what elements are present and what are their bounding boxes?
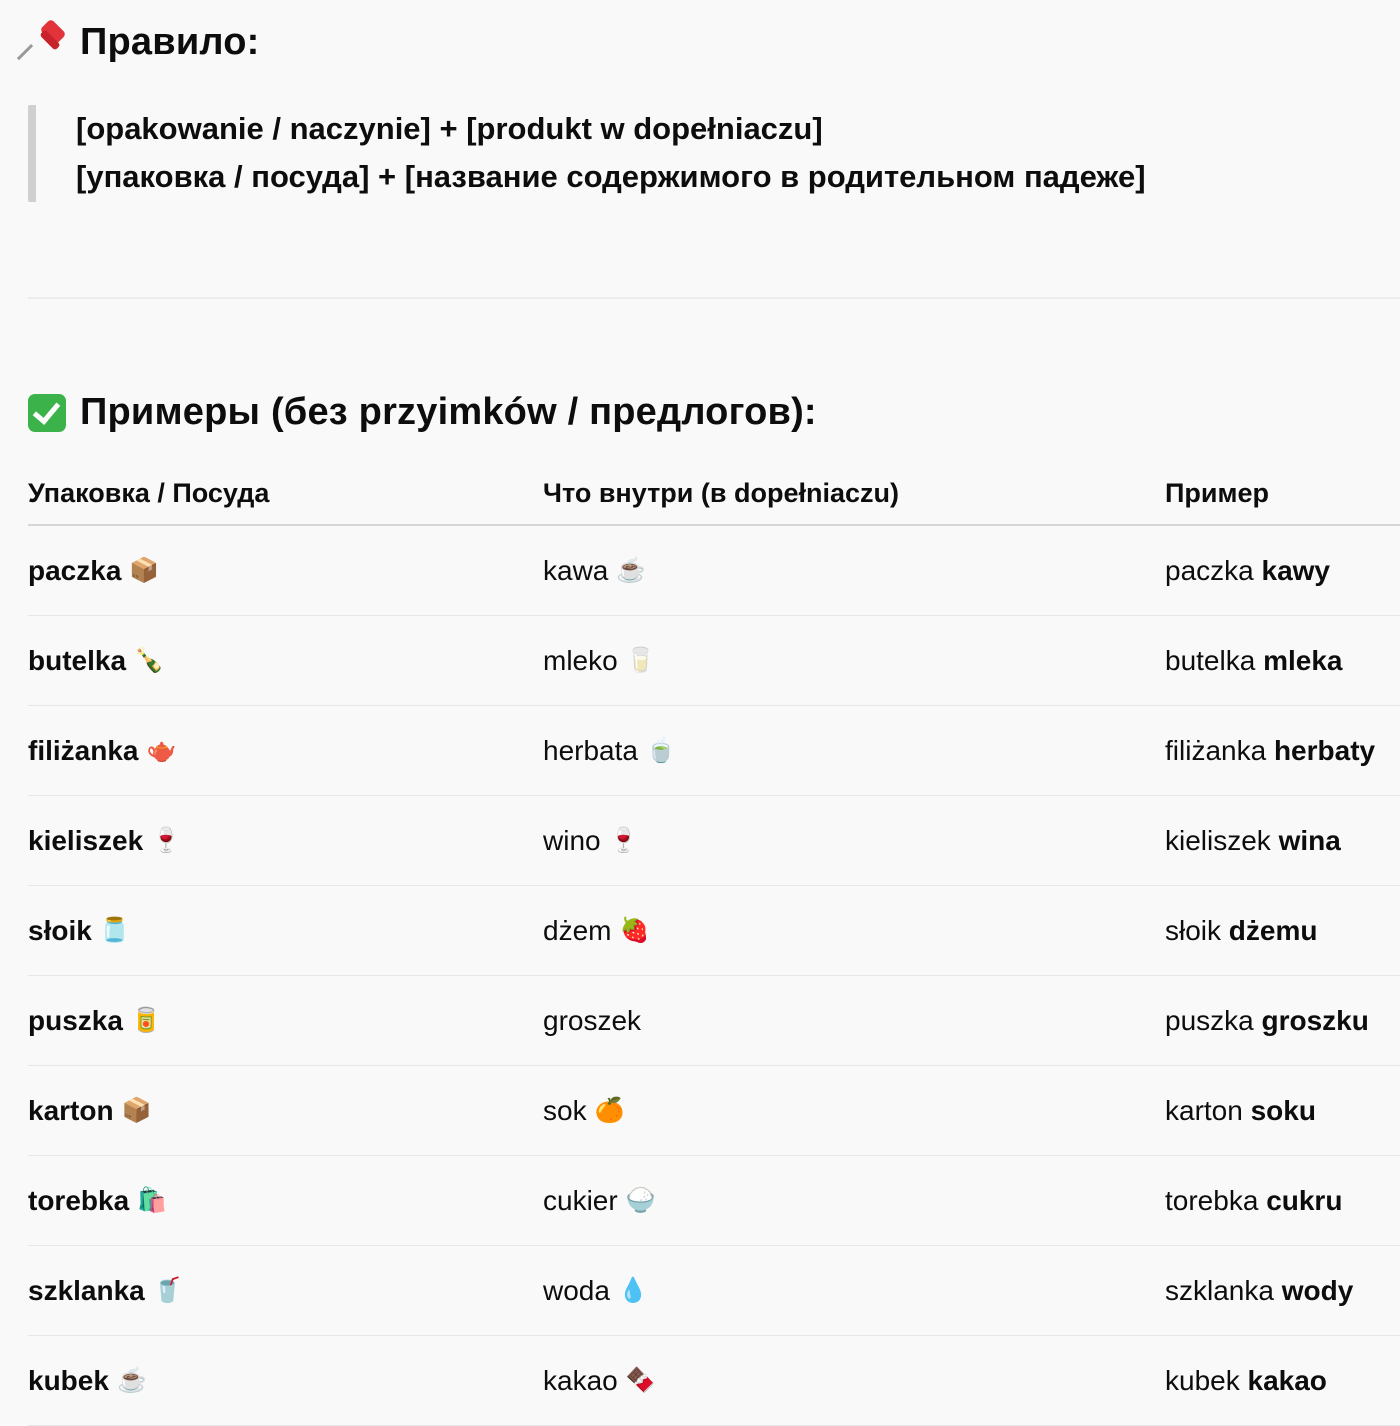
contents-name: kakao <box>543 1364 618 1396</box>
package-cell <box>28 706 543 796</box>
package-cell <box>28 525 543 616</box>
example-genitive: soku <box>1250 1094 1316 1126</box>
table-row <box>28 796 1400 886</box>
contents-name: groszek <box>543 1004 642 1036</box>
package-cell <box>28 616 543 706</box>
example-package: kieliszek <box>1165 824 1271 856</box>
package-name: kieliszek <box>28 824 144 856</box>
rule-blockquote <box>28 105 1146 202</box>
example-package: kubek <box>1165 1364 1240 1396</box>
column-header-package: Упаковка / Посуда <box>28 462 543 525</box>
package-emoji-icon: 🫖 <box>146 736 177 764</box>
table-row <box>28 1336 1400 1426</box>
example-genitive: mleka <box>1263 644 1343 676</box>
example-package: paczka <box>1165 554 1254 586</box>
example-genitive: cukru <box>1266 1184 1343 1216</box>
contents-name: wino <box>543 824 601 856</box>
example-cell <box>1165 525 1400 616</box>
example-genitive: dżemu <box>1228 914 1318 946</box>
example-package: torebka <box>1165 1184 1259 1216</box>
rule-heading <box>28 19 259 65</box>
contents-name: sok <box>543 1094 587 1126</box>
package-emoji-icon: 🍾 <box>134 646 164 674</box>
example-cell <box>1165 706 1400 796</box>
rule-line-russian: [упаковка / посуда] + [название содержимого в родительном падеже] <box>76 159 1146 194</box>
contents-cell <box>543 796 1165 886</box>
example-package: puszka <box>1165 1004 1254 1036</box>
example-genitive: kakao <box>1247 1364 1327 1396</box>
example-cell <box>1165 1156 1400 1246</box>
package-name: słoik <box>28 914 92 946</box>
example-genitive: kawy <box>1261 554 1330 586</box>
column-header-contents: Что внутри (в dopełniaczu) <box>543 462 1165 525</box>
package-emoji-icon: 📦 <box>129 556 160 584</box>
example-cell <box>1165 616 1400 706</box>
table-row <box>28 706 1400 796</box>
contents-cell <box>543 1246 1165 1336</box>
package-cell <box>28 1246 543 1336</box>
column-header-example: Пример <box>1165 462 1400 525</box>
examples-table <box>28 462 1400 1426</box>
example-cell <box>1165 1336 1400 1426</box>
pushpin-icon <box>28 22 68 62</box>
contents-name: kawa <box>543 554 609 586</box>
table-header-row <box>28 462 1400 525</box>
example-cell <box>1165 1066 1400 1156</box>
package-emoji-icon: 🥤 <box>152 1276 183 1304</box>
example-genitive: wody <box>1281 1274 1354 1306</box>
table-row <box>28 1246 1400 1336</box>
rule-line-polish: [opakowanie / naczynie] + [produkt w dopełniaczu] <box>76 111 823 146</box>
package-name: butelka <box>28 644 127 676</box>
example-package: słoik <box>1165 914 1222 946</box>
package-name: puszka <box>28 1004 123 1036</box>
contents-emoji-icon: ☕ <box>616 556 647 584</box>
contents-cell <box>543 1066 1165 1156</box>
table-row <box>28 1066 1400 1156</box>
example-cell <box>1165 796 1400 886</box>
table-row <box>28 616 1400 706</box>
example-cell <box>1165 976 1400 1066</box>
package-name: karton <box>28 1094 114 1126</box>
contents-emoji-icon: 🍷 <box>608 826 639 854</box>
example-package: filiżanka <box>1165 734 1267 766</box>
contents-name: dżem <box>543 914 612 946</box>
examples-heading <box>28 389 817 435</box>
contents-name: herbata <box>543 734 638 766</box>
table-row <box>28 525 1400 616</box>
contents-cell <box>543 706 1165 796</box>
contents-emoji-icon: 🍫 <box>625 1366 656 1394</box>
contents-cell <box>543 886 1165 976</box>
example-genitive: herbaty <box>1273 734 1376 766</box>
package-emoji-icon: 🛍️ <box>137 1186 168 1214</box>
contents-cell <box>543 525 1165 616</box>
package-emoji-icon: ☕ <box>116 1366 147 1394</box>
contents-cell <box>543 976 1165 1066</box>
contents-emoji-icon: 💧 <box>617 1276 648 1304</box>
contents-cell <box>543 616 1165 706</box>
section-divider <box>28 297 1400 299</box>
contents-name: mleko <box>543 644 618 676</box>
example-genitive: wina <box>1278 824 1341 856</box>
package-cell <box>28 886 543 976</box>
package-name: filiżanka <box>28 734 139 766</box>
contents-emoji-icon: 🍚 <box>625 1186 656 1214</box>
example-package: karton <box>1165 1094 1243 1126</box>
package-name: torebka <box>28 1184 130 1216</box>
package-emoji-icon: 🫙 <box>99 916 130 944</box>
package-name: szklanka <box>28 1274 145 1306</box>
example-genitive: groszku <box>1261 1004 1369 1036</box>
table-row <box>28 976 1400 1066</box>
table-row <box>28 1156 1400 1246</box>
contents-name: cukier <box>543 1184 618 1216</box>
package-name: kubek <box>28 1364 109 1396</box>
example-cell <box>1165 886 1400 976</box>
package-name: paczka <box>28 554 122 586</box>
contents-name: woda <box>543 1274 610 1306</box>
example-cell <box>1165 1246 1400 1336</box>
check-mark-button-icon <box>28 392 68 432</box>
contents-emoji-icon: 🍵 <box>645 736 676 764</box>
package-emoji-icon: 📦 <box>121 1096 152 1124</box>
package-emoji-icon: 🍷 <box>151 826 182 854</box>
table-row <box>28 886 1400 976</box>
contents-cell <box>543 1156 1165 1246</box>
package-cell <box>28 1156 543 1246</box>
contents-emoji-icon: 🍊 <box>594 1096 625 1124</box>
contents-cell <box>543 1336 1165 1426</box>
example-package: butelka <box>1165 644 1256 676</box>
examples-title: Примеры (без przyimków / предлогов): <box>80 391 817 433</box>
package-cell <box>28 1336 543 1426</box>
package-emoji-icon: 🥫 <box>130 1006 161 1034</box>
package-cell <box>28 976 543 1066</box>
package-cell <box>28 796 543 886</box>
contents-emoji-icon: 🥛 <box>625 646 656 674</box>
contents-emoji-icon: 🍓 <box>619 916 650 944</box>
package-cell <box>28 1066 543 1156</box>
rule-title: Правило: <box>80 21 260 63</box>
example-package: szklanka <box>1165 1274 1274 1306</box>
